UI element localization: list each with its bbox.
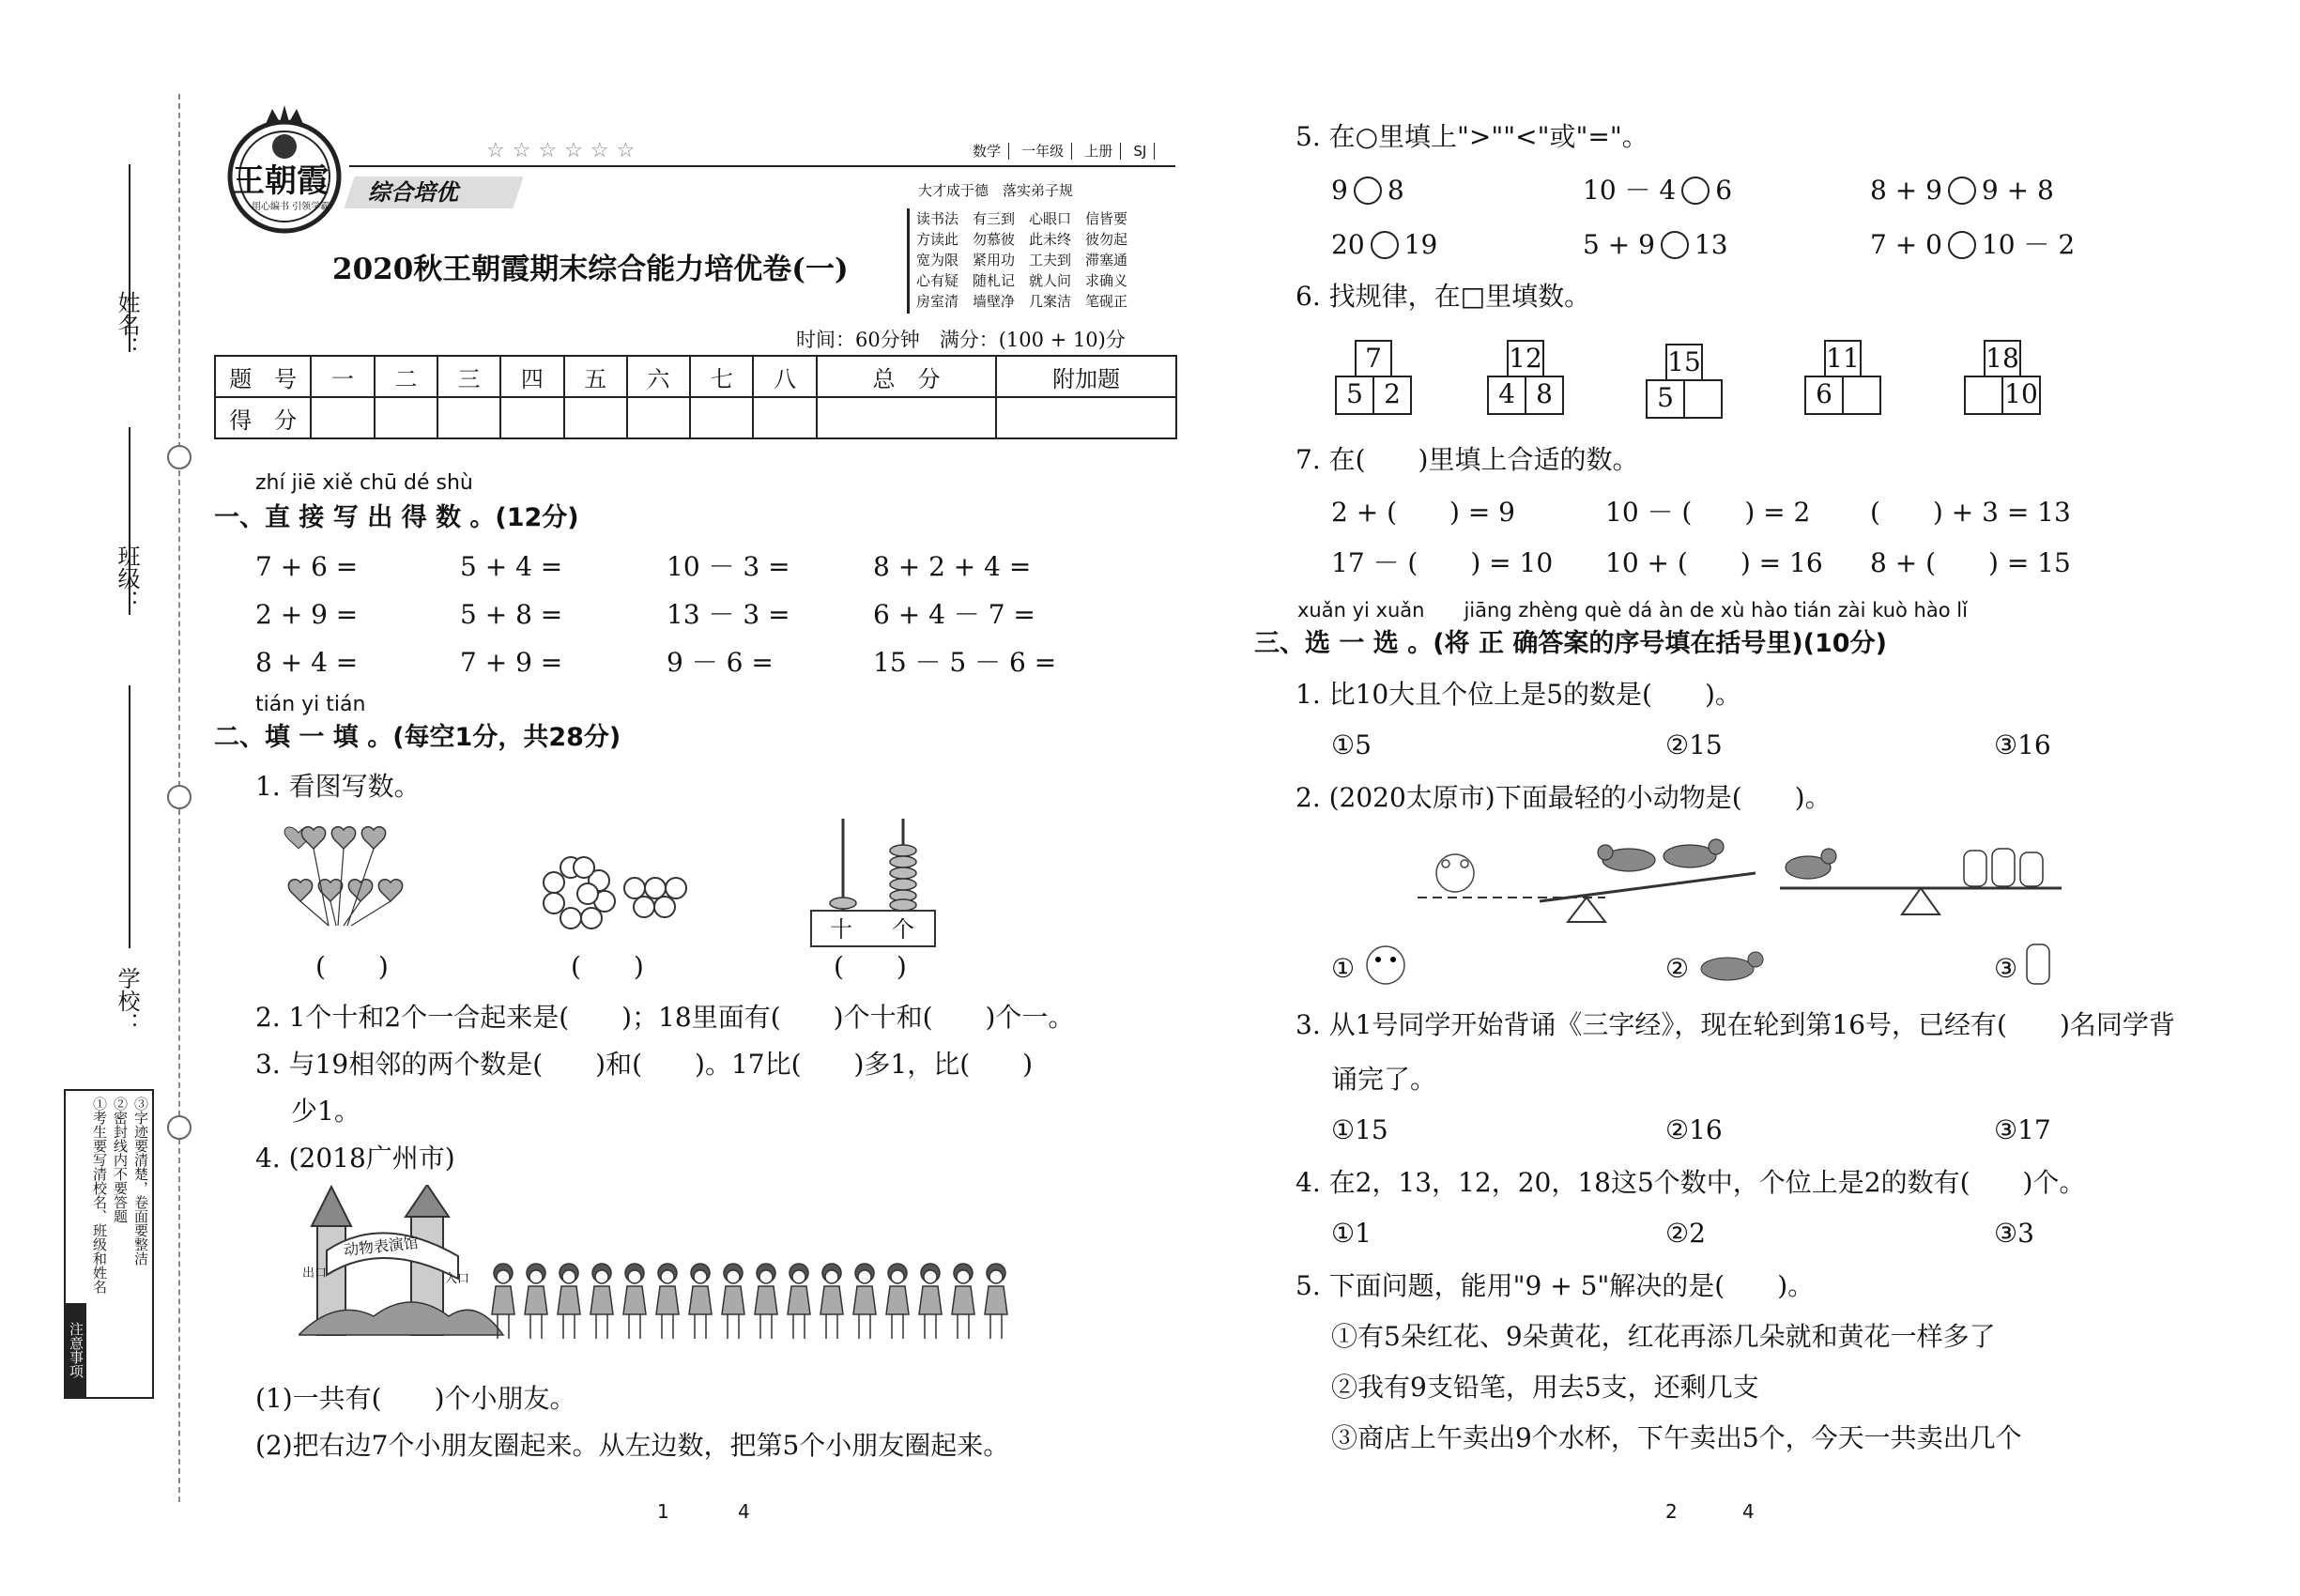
q3-4-opt-3[interactable]: ③3 (1994, 1218, 2034, 1249)
q5-text: 5. 在○里填上">""<"或"="。 (1296, 121, 1648, 152)
calc-3-1: 8 + 4 = (255, 647, 359, 678)
seal-hole (167, 1115, 192, 1140)
abacus-label-tens: 十 (830, 916, 852, 943)
q3-1-opt-1[interactable]: ①5 (1331, 729, 1372, 760)
calc-2-4: 6 + 4 － 7 = (873, 599, 1035, 630)
animal-opt-3-image (2022, 939, 2054, 988)
pattern-blank[interactable] (1683, 379, 1723, 419)
beads-image (543, 856, 702, 941)
notes-title: 注意事项 (66, 1303, 86, 1397)
pattern-right: 10 (2001, 376, 2041, 415)
seesaw-left-image (1418, 836, 1756, 929)
compare-circle[interactable] (1661, 231, 1689, 259)
subject-tags (965, 141, 1155, 161)
right-page-number: 2 (1665, 1500, 1678, 1523)
q3-5-opt-2[interactable]: ②我有9支铅笔，用去5支，还剩几支 (1331, 1372, 1759, 1403)
abacus-label-ones: 个 (892, 916, 914, 943)
score-col: 七 (690, 356, 753, 397)
calc-2-3: 13 － 3 = (667, 599, 790, 630)
note-1: ①考生要写清校名、班级和姓名 (91, 1097, 108, 1294)
calc-1-3: 10 － 3 = (667, 551, 790, 582)
score-cell[interactable] (564, 397, 627, 438)
section3-pinyin: xuǎn yi xuǎn jiāng zhèng què dá àn de xù hào tián zài kuò hào lǐ (1297, 599, 1968, 622)
notes-box (64, 1089, 154, 1399)
score-col: 总 分 (817, 356, 997, 397)
poem-line-5: 房室清 墙壁净 几案洁 笔砚正 (916, 293, 1128, 310)
q2-3-text-2: 少1。 (291, 1096, 360, 1127)
score-col: 五 (564, 356, 627, 397)
note-3: ③字迹要清楚，卷面要整洁 (132, 1097, 149, 1266)
score-row-label: 得 分 (215, 397, 311, 438)
header-rule (349, 165, 1175, 167)
score-cell[interactable] (627, 397, 690, 438)
score-col: 二 (375, 356, 437, 397)
fill-1-2[interactable]: 10 － ( ) = 2 (1605, 497, 1811, 528)
pattern-left: 6 (1804, 376, 1844, 415)
tag-term: 上册 (1077, 143, 1121, 160)
section1-pinyin: zhí jiē xiě chū dé shù (255, 471, 473, 495)
q3-3-opt-2[interactable]: ②16 (1665, 1114, 1723, 1145)
q3-1-opt-2[interactable]: ②15 (1665, 729, 1723, 760)
zoo-sign: 动物表演馆 (343, 1233, 420, 1260)
score-cell[interactable] (753, 397, 816, 438)
score-col: 六 (627, 356, 690, 397)
score-col: 附加题 (996, 356, 1176, 397)
q3-3-text-2: 诵完了。 (1331, 1064, 1437, 1095)
score-header-row (215, 356, 1176, 397)
calc-2-1: 2 + 9 = (255, 599, 359, 630)
gate-exit-label: 出口 (302, 1266, 328, 1281)
abacus-image (809, 817, 941, 948)
pattern-left: 5 (1335, 376, 1374, 415)
fill-2-3[interactable]: 8 + ( ) = 15 (1870, 547, 2071, 578)
compare-2-2: 5 + 9 13 (1583, 229, 1728, 260)
left-page-total: 4 (738, 1500, 750, 1523)
note-2: ②密封线内不要答题 (112, 1097, 129, 1223)
q3-3-opt-3[interactable]: ③17 (1994, 1114, 2051, 1145)
score-col: 一 (311, 356, 374, 397)
left-page-number: 1 (657, 1500, 669, 1523)
brand-slogan: 用心编书 引领学霸 (252, 202, 330, 212)
calc-2-2: 5 + 8 = (460, 599, 563, 630)
score-table (214, 355, 1177, 439)
blank-abacus[interactable]: ( ) (834, 951, 907, 982)
calc-3-3: 9 － 6 = (667, 647, 774, 678)
fill-1-1[interactable]: 2 + ( ) = 9 (1331, 497, 1516, 528)
class-label: 班级： (114, 545, 140, 612)
animal-opt-2-image (1694, 941, 1769, 988)
poem-line-4: 心有疑 随札记 就人问 求确义 (916, 272, 1128, 289)
q3-4-opt-2[interactable]: ②2 (1665, 1218, 1706, 1249)
q3-5-opt-3[interactable]: ③商店上午卖出9个水杯，下午卖出5个，今天一共卖出几个 (1331, 1422, 2022, 1453)
poem-line-3: 宽为限 紧用功 工夫到 滞塞通 (916, 252, 1128, 269)
section2-heading: 二、填 一 填 。(每空1分，共28分) (214, 723, 621, 752)
poem-bar (907, 208, 910, 314)
school-label: 学校： (114, 967, 140, 1035)
pattern-right: 8 (1525, 376, 1564, 415)
compare-circle[interactable] (1371, 231, 1399, 259)
score-col-label: 题 号 (215, 356, 311, 397)
q3-2-text: 2. (2020太原市)下面最轻的小动物是( )。 (1296, 782, 1832, 813)
pattern-top: 11 (1824, 340, 1862, 377)
q3-5-opt-1[interactable]: ①有5朵红花、9朵黄花，红花再添几朵就和黄花一样多了 (1331, 1321, 1996, 1352)
score-cell[interactable] (375, 397, 437, 438)
seal-hole (167, 445, 192, 469)
section2-pinyin: tián yi tián (255, 693, 366, 716)
gate-entrance-label: 入口 (445, 1272, 470, 1286)
time-info: 时间：60分钟 满分：(100 + 10)分 (796, 329, 1126, 351)
score-cell[interactable] (311, 397, 374, 438)
score-cell[interactable] (690, 397, 753, 438)
tag-edition: SJ (1126, 143, 1155, 160)
q3-3-opt-1[interactable]: ①15 (1331, 1114, 1388, 1145)
pattern-top: 7 (1355, 340, 1392, 377)
poem-line-1: 读书法 有三到 心眼口 信皆要 (916, 210, 1128, 227)
q2-4-1-text: (1)一共有( )个小朋友。 (255, 1383, 576, 1414)
fill-2-2[interactable]: 10 + ( ) = 16 (1605, 547, 1823, 578)
calc-1-1: 7 + 6 = (255, 551, 359, 582)
compare-2-1: 20 19 (1331, 229, 1438, 260)
pattern-top: 12 (1507, 340, 1544, 377)
fill-1-3[interactable]: ( ) + 3 = 13 (1870, 497, 2071, 528)
score-col: 八 (753, 356, 816, 397)
tag-subject: 数学 (965, 143, 1009, 160)
animal-opt-1-image (1359, 941, 1412, 988)
motto: 大才成于德 落实弟子规 (918, 182, 1074, 199)
q3-4-text: 4. 在2，13，12，20，18这5个数中，个位上是2的数有( )个。 (1296, 1167, 2086, 1198)
score-cell[interactable] (500, 397, 563, 438)
right-page-total: 4 (1742, 1500, 1755, 1523)
brand-name: 王朝霞 (233, 162, 329, 200)
compare-1-1: 9 8 (1331, 175, 1404, 206)
stars: ☆☆☆☆☆☆ (486, 139, 643, 162)
compare-circle[interactable] (1681, 176, 1710, 205)
calc-1-2: 5 + 4 = (460, 551, 563, 582)
calc-3-4: 15 － 5 － 6 = (873, 647, 1057, 678)
blank-beads[interactable]: ( ) (571, 951, 644, 982)
compare-2-3: 7 + 0 10 － 2 (1870, 229, 2076, 260)
section1-heading: 一、直 接 写 出 得 数 。(12分) (214, 503, 579, 532)
q3-3-text-1: 3. 从1号同学开始背诵《三字经》，现在轮到第16号，已经有( )名同学背 (1296, 1009, 2175, 1040)
score-col: 四 (500, 356, 563, 397)
zoo-gate-image (299, 1185, 505, 1344)
series-label: 综合培优 (368, 178, 458, 206)
compare-1-2: 10 － 4 6 (1583, 175, 1733, 206)
q3-5-text: 5. 下面问题，能用"9 + 5"解决的是( )。 (1296, 1270, 1815, 1301)
children-row-image (488, 1260, 1023, 1344)
calc-3-2: 7 + 9 = (460, 647, 563, 678)
page-title: 2020秋王朝霞期末综合能力培优卷(一) (332, 253, 849, 286)
q3-4-opt-1[interactable]: ①1 (1331, 1218, 1372, 1249)
score-cell[interactable] (996, 397, 1176, 438)
q3-1-text: 1. 比10大且个位上是5的数是( )。 (1296, 679, 1741, 710)
q2-4-2-text: (2)把右边7个小朋友圈起来。从左边数，把第5个小朋友圈起来。 (255, 1430, 1010, 1461)
poem-line-2: 方读此 勿慕彼 此未终 彼勿起 (916, 231, 1128, 248)
seesaw-right-image (1780, 836, 2062, 929)
compare-circle[interactable] (1948, 176, 1976, 205)
pattern-left: 5 (1646, 379, 1685, 419)
pattern-top: 15 (1665, 344, 1703, 381)
q3-2-opt-3[interactable]: ③ (1994, 953, 2018, 984)
q6-text: 6. 找规律，在□里填数。 (1296, 281, 1591, 312)
q3-2-opt-1[interactable]: ① (1331, 953, 1356, 984)
q2-4-text: 4. (2018广州市) (255, 1143, 455, 1174)
q2-1-text: 1. 看图写数。 (255, 771, 421, 802)
name-label: 姓名： (114, 291, 140, 359)
pattern-blank[interactable] (1842, 376, 1881, 415)
q2-2-text: 2. 1个十和2个一合起来是( )；18里面有( )个十和( )个一。 (255, 1002, 1075, 1033)
pattern-blank[interactable] (1964, 376, 2003, 415)
tag-grade: 一年级 (1014, 143, 1072, 160)
school-line[interactable] (129, 685, 130, 948)
compare-circle[interactable] (1948, 231, 1976, 259)
fill-2-1[interactable]: 17 － ( ) = 10 (1331, 547, 1554, 578)
q3-2-opt-2[interactable]: ② (1665, 953, 1690, 984)
pattern-top: 18 (1984, 340, 2021, 377)
q7-text: 7. 在( )里填上合适的数。 (1296, 444, 1639, 475)
score-col: 三 (437, 356, 500, 397)
score-value-row (215, 397, 1176, 438)
blank-balloons[interactable]: ( ) (315, 951, 389, 982)
pattern-right: 2 (1372, 376, 1412, 415)
section3-heading: 三、选 一 选 。(将 正 确答案的序号填在括号里)(10分) (1254, 629, 1887, 658)
q3-1-opt-3[interactable]: ③16 (1994, 729, 2051, 760)
seal-hole (167, 785, 192, 809)
score-cell[interactable] (817, 397, 997, 438)
score-cell[interactable] (437, 397, 500, 438)
compare-1-3: 8 + 9 9 + 8 (1870, 175, 2054, 206)
heart-balloons-image (282, 822, 422, 944)
pattern-left: 4 (1487, 376, 1526, 415)
calc-1-4: 8 + 2 + 4 = (873, 551, 1032, 582)
compare-circle[interactable] (1354, 176, 1382, 205)
q2-3-text-1: 3. 与19相邻的两个数是( )和( )。17比( )多1，比( ) (255, 1049, 1034, 1080)
